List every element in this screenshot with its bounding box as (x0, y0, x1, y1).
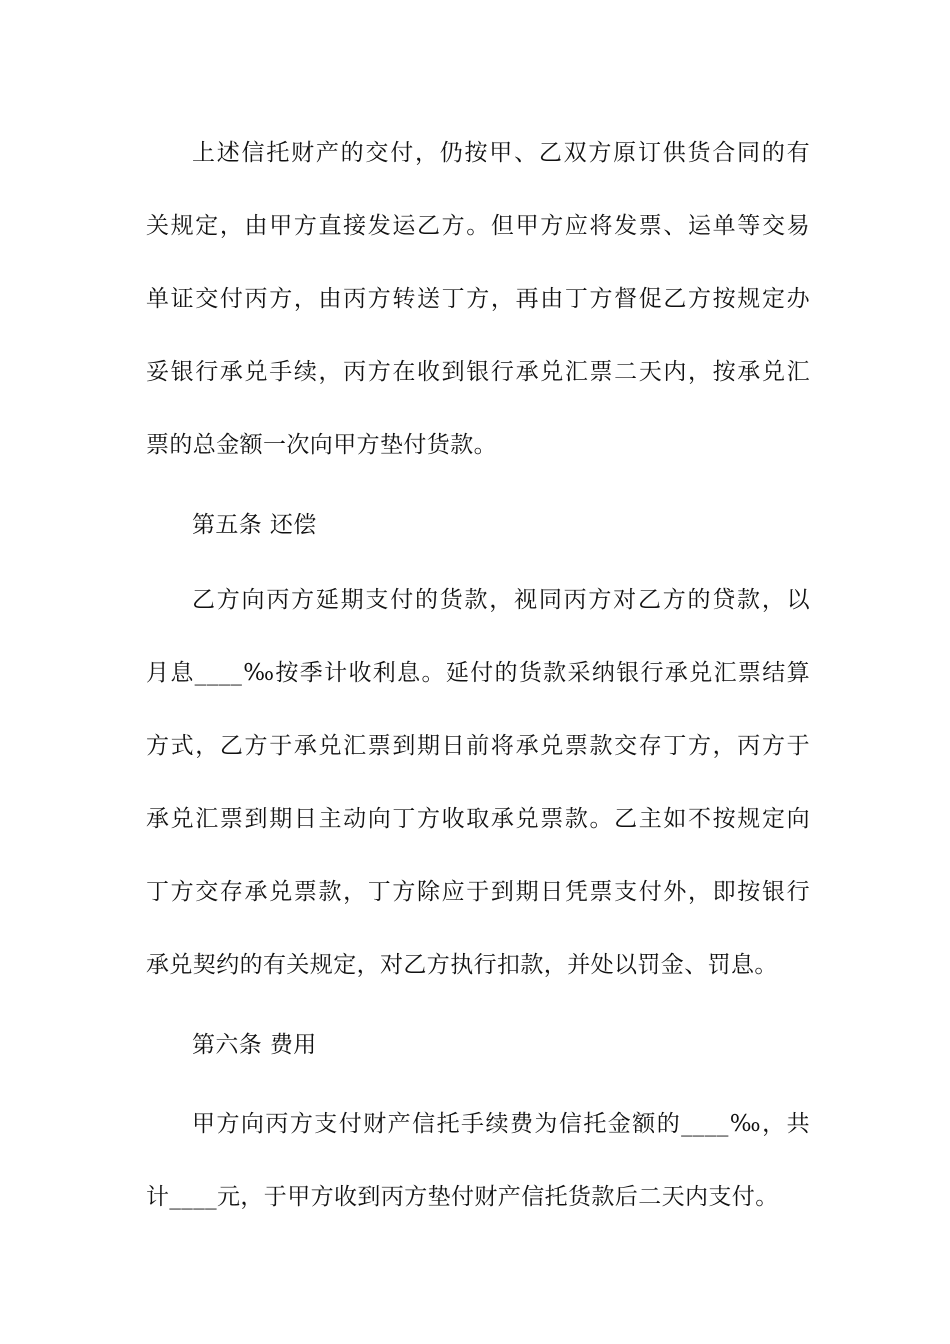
paragraph-line-1: 上述信托财产的交付，仍按甲、乙双方原订供货合同的有 (192, 140, 810, 166)
paragraph-line-2: 关规定，由甲方直接发运乙方。但甲方应将发票、运单等交易 (146, 213, 810, 239)
section-heading-5: 第五条 还偿 (192, 512, 317, 538)
paragraph-line-12: 甲方向丙方支付财产信托手续费为信托金额的____‰，共 (192, 1111, 810, 1137)
paragraph-line-6: 乙方向丙方延期支付的货款，视同丙方对乙方的贷款，以 (192, 587, 810, 613)
paragraph-line-7: 月息____‰按季计收利息。延付的货款采纳银行承兑汇票结算 (146, 660, 810, 686)
paragraph-line-3: 单证交付丙方，由丙方转送丁方，再由丁方督促乙方按规定办 (146, 286, 810, 312)
paragraph-line-4: 妥银行承兑手续，丙方在收到银行承兑汇票二天内，按承兑汇 (146, 359, 810, 385)
paragraph-line-10: 丁方交存承兑票款，丁方除应于到期日凭票支付外，即按银行 (146, 879, 810, 905)
paragraph-line-5: 票的总金额一次向甲方垫付货款。 (146, 432, 497, 458)
paragraph-line-13: 计____元，于甲方收到丙方垫付财产信托货款后二天内支付。 (146, 1184, 779, 1210)
section-heading-6: 第六条 费用 (192, 1032, 317, 1058)
paragraph-line-9: 承兑汇票到期日主动向丁方收取承兑票款。乙主如不按规定向 (146, 806, 810, 832)
paragraph-line-11: 承兑契约的有关规定，对乙方执行扣款，并处以罚金、罚息。 (146, 952, 778, 978)
paragraph-line-8: 方式，乙方于承兑汇票到期日前将承兑票款交存丁方，丙方于 (146, 733, 810, 759)
